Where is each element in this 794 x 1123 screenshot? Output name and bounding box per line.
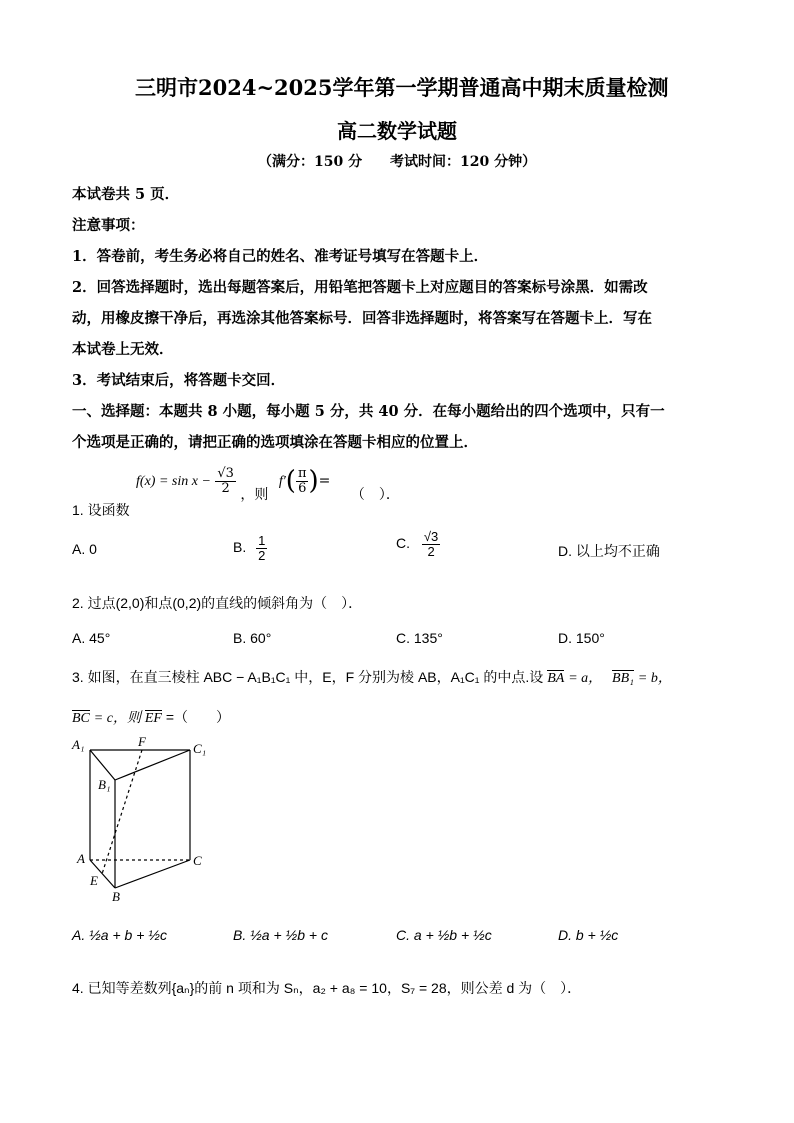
q2-option-c: C. 135° xyxy=(396,630,443,646)
vector-bb1: BB₁ xyxy=(612,671,635,686)
exam-subtitle: 高二数学试题 xyxy=(337,119,457,143)
score-info: （满分：150 分 xyxy=(258,154,363,170)
note-item-2-line1: 2．回答选择题时，选出每题答案后，用铅笔把答题卡上对应题目的答案标号涂黑．如需改 xyxy=(72,279,648,296)
question-3-line2: BC = c，则 EF =（ ） xyxy=(72,709,231,726)
q1-option-d: D. 以上均不正确 xyxy=(558,543,660,559)
q1-pi-over-six: $\frac{\pi}{6}$ xyxy=(297,465,307,496)
q1-prefix: 1. 设函数 xyxy=(72,502,130,518)
q1-then: ，则 xyxy=(240,487,269,503)
page-count-note: 本试卷共 5 页． xyxy=(72,186,180,203)
label-b: B xyxy=(112,889,120,904)
q1-option-a: A. 0 xyxy=(72,541,97,557)
q1-equals: = xyxy=(318,473,331,489)
label-f: F xyxy=(138,735,146,749)
q1-derivative: f′ xyxy=(278,474,286,489)
q1-answer-paren: （ ）． xyxy=(350,487,400,503)
note-item-3: 3．考试结束后，将答题卡交回． xyxy=(72,372,286,389)
q3-option-b: B. ½a + ½b + c xyxy=(233,927,328,943)
q1-function: f(x) = sin x − xyxy=(136,474,211,489)
section-1-intro-line1: 一、选择题：本题共 8 小题，每小题 5 分，共 40 分．在每小题给出的四个选项中，只有一 xyxy=(72,403,665,420)
question-3-line1: 3. 如图，在直三棱柱 ABC − A₁B₁C₁ 中，E，F 分别为棱 AB，A₁C₁ 的中点.设 BA = a， BB₁ = b， xyxy=(72,669,672,686)
label-a: A xyxy=(77,851,85,866)
vector-ba: BA xyxy=(547,671,565,686)
label-b1: B₁ xyxy=(98,777,111,792)
label-e: E xyxy=(90,873,98,888)
q3-option-a: A. ½a + b + ½c xyxy=(72,927,167,943)
prism-figure xyxy=(70,735,210,905)
time-info: 考试时间：120 分钟） xyxy=(390,154,537,170)
label-c1: C₁ xyxy=(193,741,207,756)
question-1: 1. 设函数 f(x) = sin x − $\frac{√3}{2}$ ，则 f′( $\frac{\pi}{6}$ )= （ ）． xyxy=(72,465,400,518)
q3-option-d: D. b + ½c xyxy=(558,927,619,943)
question-4: 4. 已知等差数列{aₙ}的前 n 项和为 Sₙ，a₂ + a₈ = 10，S₇ = 28，则公差 d 为（ ）． xyxy=(72,980,582,996)
q2-option-a: A. 45° xyxy=(72,630,111,646)
q2-option-b: B. 60° xyxy=(233,630,272,646)
q1-option-c: C. $\frac{√3}{2}$ xyxy=(396,529,439,559)
note-item-2-line2: 动，用橡皮擦干净后，再选涂其他答案标号．回答非选择题时，将答案写在答题卡上．写在 xyxy=(72,310,652,327)
note-item-1: 1．答卷前，考生务必将自己的姓名、准考证号填写在答题卡上． xyxy=(72,248,489,265)
q1-function-fraction: $\frac{√3}{2}$ xyxy=(217,465,234,496)
vector-ef: EF xyxy=(144,711,162,726)
vector-bc: BC xyxy=(72,711,90,726)
q1-option-b: B. $\frac{1}{2}$ xyxy=(233,533,266,563)
question-2: 2. 过点(2,0)和点(0,2)的直线的倾斜角为（ ）． xyxy=(72,595,363,611)
q3-option-c: C. a + ½b + ½c xyxy=(396,927,492,943)
label-c: C xyxy=(193,853,202,868)
note-item-2-line3: 本试卷上无效． xyxy=(72,341,174,358)
section-1-intro-line2: 个选项是正确的，请把正确的选项填涂在答题卡相应的位置上． xyxy=(72,434,478,451)
label-a1: A₁ xyxy=(72,737,85,752)
exam-title: 三明市2024~2025学年第一学期普通高中期末质量检测 xyxy=(135,75,669,100)
notes-heading: 注意事项： xyxy=(72,217,145,234)
q2-option-d: D. 150° xyxy=(558,630,605,646)
